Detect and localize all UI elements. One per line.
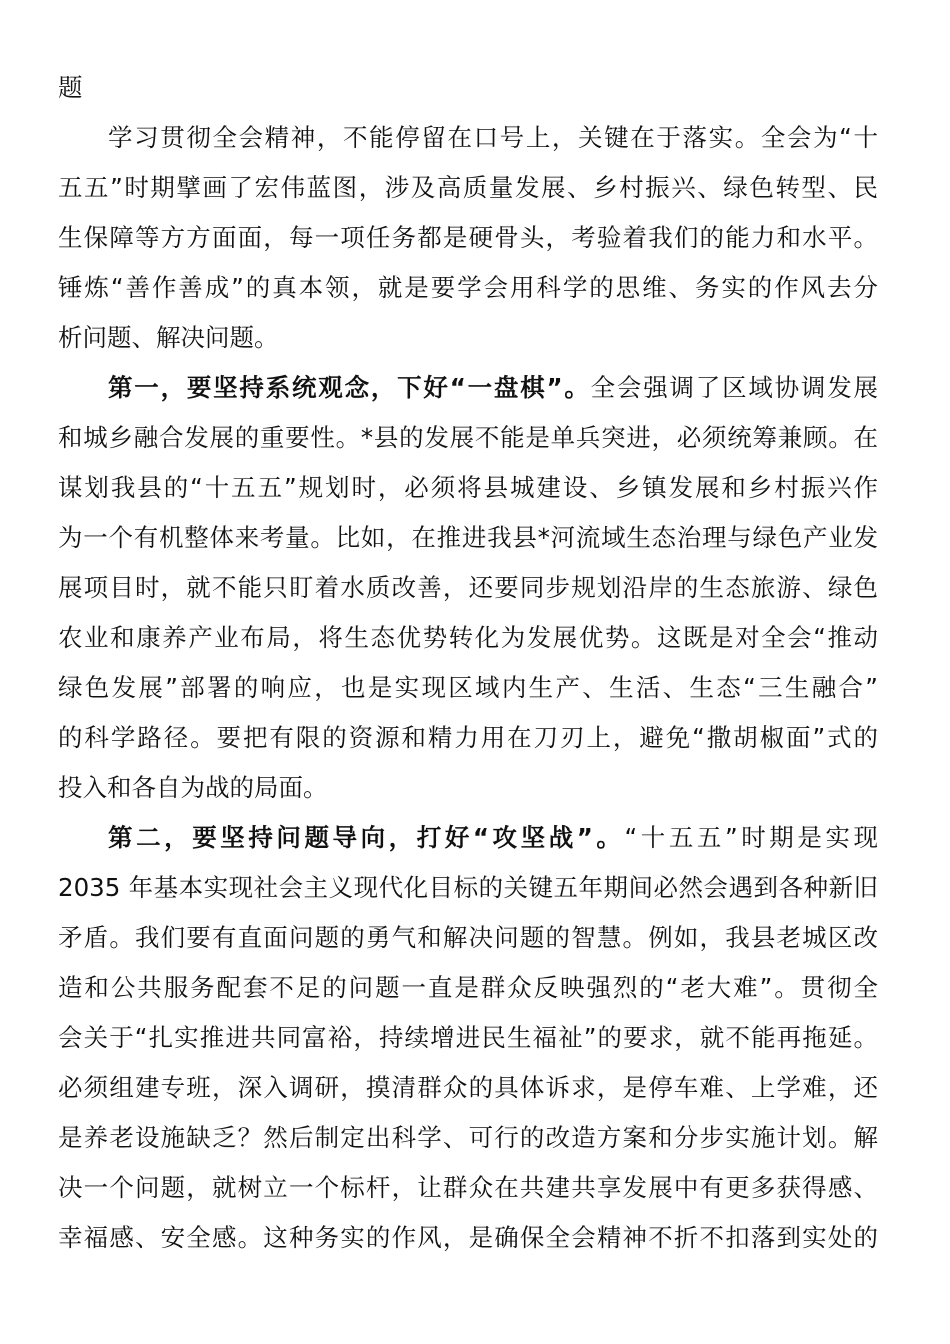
line-text: 绿色发展”部署的响应，也是实现区域内生产、生活、生态“三生融合” <box>58 673 878 702</box>
line-text: 五五”时期擘画了宏伟蓝图，涉及高质量发展、乡村振兴、绿色转型、民 <box>58 173 878 202</box>
line-text: 造和公共服务配套不足的问题一直是群众反映强烈的“老大难”。贯彻全 <box>58 973 878 1002</box>
text-line <box>58 313 878 363</box>
text-line <box>58 263 878 313</box>
line-text: 谋划我县的“十五五”规划时，必须将县城建设、乡镇发展和乡村振兴作 <box>58 473 878 502</box>
line-text: 幸福感、安全感。这种务实的作风，是确保全会精神不折不扣落到实处的 <box>58 1223 878 1252</box>
text-line <box>58 463 878 513</box>
line-text: 为一个有机整体来考量。比如，在推进我县*河流域生态治理与绿色产业发 <box>58 523 878 552</box>
line-text: 锤炼“善作善成”的真本领，就是要学会用科学的思维、务实的作风去分 <box>58 273 878 302</box>
line-text: 是养老设施缺乏？然后制定出科学、可行的改造方案和分步实施计划。解 <box>58 1123 878 1152</box>
text-line <box>58 663 878 713</box>
text-line <box>58 163 878 213</box>
text-line <box>58 713 878 763</box>
text-line <box>58 1113 878 1163</box>
text-line <box>58 513 878 563</box>
line-text: 2035 年基本实现社会主义现代化目标的关键五年期间必然会遇到各种新旧 <box>58 873 878 902</box>
line-text: 生保障等方方面面，每一项任务都是硬骨头，考验着我们的能力和水平。 <box>58 223 878 252</box>
bold-heading: 第一，要坚持系统观念，下好“一盘棋”。 <box>108 373 591 402</box>
document-page <box>58 63 878 1263</box>
line-text: 题 <box>58 73 83 102</box>
line-text: 和城乡融合发展的重要性。*县的发展不能是单兵突进，必须统筹兼顾。在 <box>58 423 878 452</box>
text-line <box>58 963 878 1013</box>
line-text: 全会强调了区域协调发展 <box>590 373 879 402</box>
line-text: 展项目时，就不能只盯着水质改善，还要同步规划沿岸的生态旅游、绿色 <box>58 573 878 602</box>
text-line <box>58 863 878 913</box>
line-text: 的科学路径。要把有限的资源和精力用在刀刃上，避免“撒胡椒面”式的 <box>58 723 878 752</box>
text-line <box>58 363 878 413</box>
text-line <box>58 413 878 463</box>
text-line <box>58 1063 878 1113</box>
line-text: 矛盾。我们要有直面问题的勇气和解决问题的智慧。例如，我县老城区改 <box>58 923 878 952</box>
text-line <box>58 1163 878 1213</box>
text-line <box>58 1013 878 1063</box>
text-line <box>58 563 878 613</box>
text-line <box>58 913 878 963</box>
line-text: 决一个问题，就树立一个标杆，让群众在共建共享发展中有更多获得感、 <box>58 1173 878 1202</box>
line-text: 析问题、解决问题。 <box>58 323 279 352</box>
text-line <box>58 813 878 863</box>
bold-heading: 第二，要坚持问题导向，打好“攻坚战”。 <box>108 823 625 852</box>
text-line <box>58 1213 878 1263</box>
text-line <box>58 763 878 813</box>
text-line <box>58 213 878 263</box>
line-text: “十五五”时期是实现 <box>624 823 878 852</box>
line-text: 学习贯彻全会精神，不能停留在口号上，关键在于落实。全会为“十 <box>108 123 878 152</box>
line-text: 必须组建专班，深入调研，摸清群众的具体诉求，是停车难、上学难，还 <box>58 1073 878 1102</box>
line-text: 农业和康养产业布局，将生态优势转化为发展优势。这既是对全会“推动 <box>58 623 878 652</box>
text-line <box>58 63 878 113</box>
line-text: 投入和各自为战的局面。 <box>58 773 328 802</box>
text-line <box>58 113 878 163</box>
text-line <box>58 613 878 663</box>
line-text: 会关于“扎实推进共同富裕，持续增进民生福祉”的要求，就不能再拖延。 <box>58 1023 878 1052</box>
